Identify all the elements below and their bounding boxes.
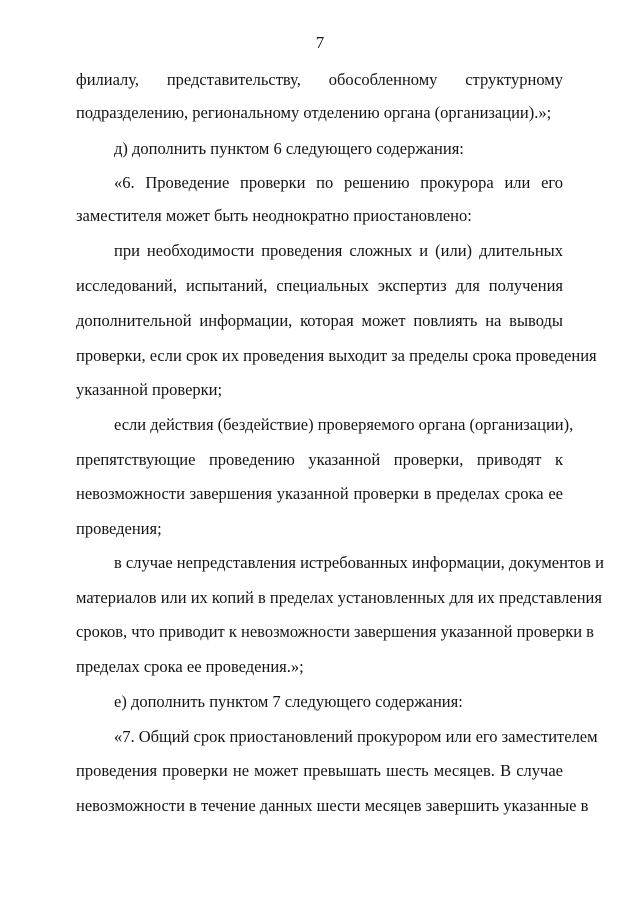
text-line-8: дополнительной информации, которая может повлиять на выводы (76, 311, 563, 330)
text-line-5: заместителя может быть неоднократно приостановлено: (76, 206, 472, 225)
text-line-9: проверки, если срок их проведения выходит за пределы срока проведения (76, 346, 597, 365)
text-line-18: пределах срока ее проведения.»; (76, 657, 304, 676)
text-line-19: е) дополнить пунктом 7 следующего содержания: (114, 692, 463, 711)
text-line-1: филиалу, представительству, обособленному структурному (76, 70, 563, 89)
text-line-6: при необходимости проведения сложных и (или) длительных (114, 241, 563, 260)
text-line-21: проведения проверки не может превышать шесть месяцев. В случае (76, 761, 563, 780)
text-line-7: исследований, испытаний, специальных экспертиз для получения (76, 276, 563, 295)
text-line-3: д) дополнить пунктом 6 следующего содержания: (114, 139, 464, 158)
text-line-10: указанной проверки; (76, 380, 223, 399)
text-line-4: «6. Проведение проверки по решению прокурора или его (114, 173, 563, 192)
text-line-2: подразделению, региональному отделению органа (организации).»; (76, 103, 552, 122)
text-line-13: невозможности завершения указанной проверки в пределах срока ее (76, 484, 563, 503)
page-number: 7 (315, 33, 325, 52)
text-line-15: в случае непредставления истребованных информации, документов и (114, 553, 604, 572)
text-line-17: сроков, что приводит к невозможности завершения указанной проверки в (76, 622, 594, 641)
text-line-22: невозможности в течение данных шести месяцев завершить указанные в (76, 796, 589, 815)
text-line-11: если действия (бездействие) проверяемого органа (организации), (114, 415, 574, 434)
text-line-16: материалов или их копий в пределах установленных для их представления (76, 588, 602, 607)
text-line-12: препятствующие проведению указанной проверки, приводят к (76, 450, 563, 469)
text-line-20: «7. Общий срок приостановлений прокурором или его заместителем (114, 727, 598, 746)
text-line-14: проведения; (76, 519, 162, 538)
